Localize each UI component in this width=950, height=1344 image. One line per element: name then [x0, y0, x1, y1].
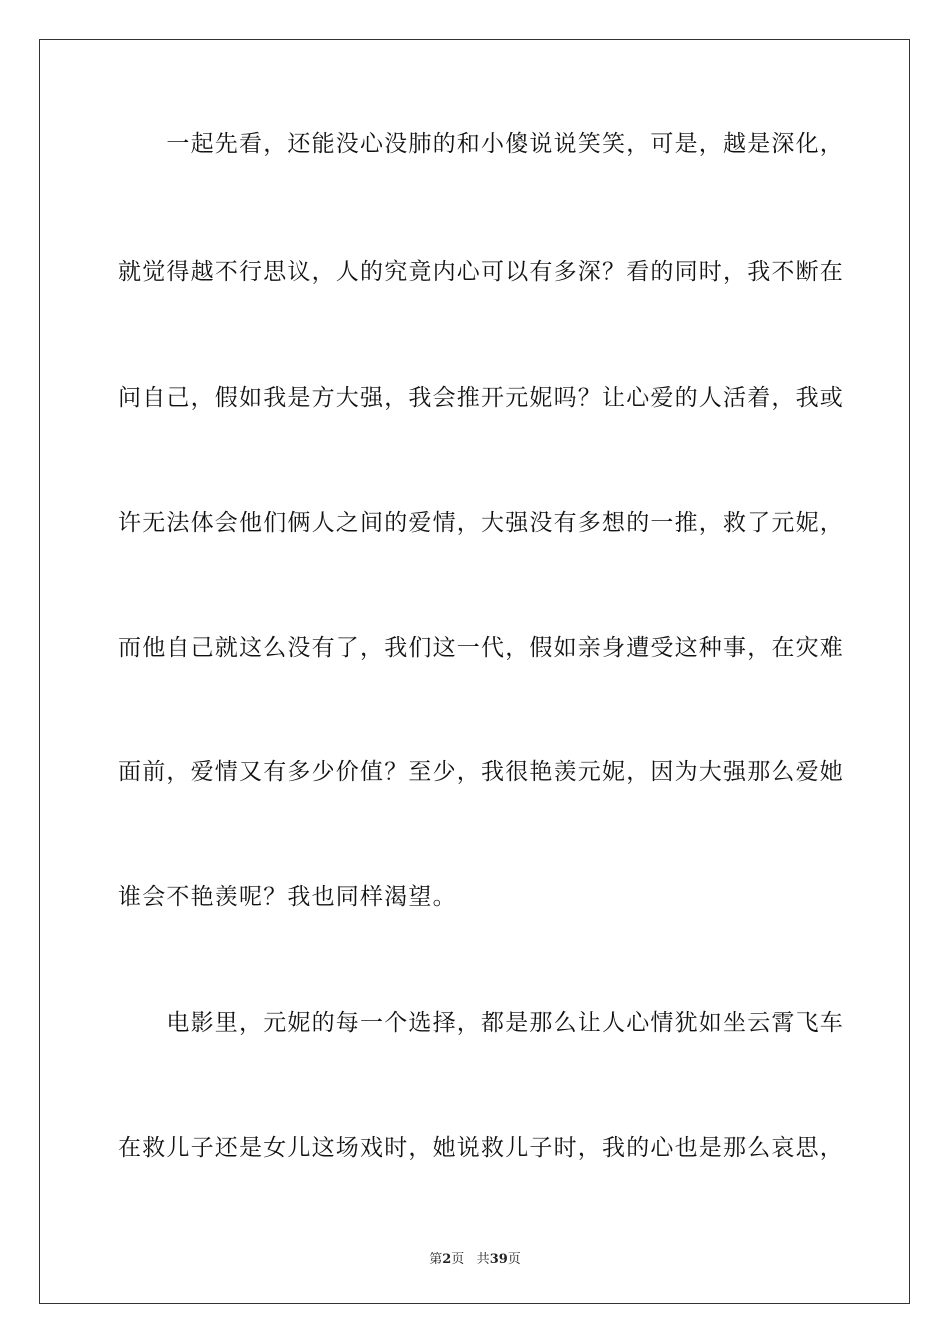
- body-text-line: 一起先看，还能没心没肺的和小傻说说笑笑，可是，越是深化，: [118, 131, 844, 157]
- body-text-line: 就觉得越不行思议，人的究竟内心可以有多深？看的同时，我不断在: [118, 259, 844, 285]
- total-pages-suffix: 页: [507, 1252, 521, 1267]
- body-text-line: 许无法体会他们俩人之间的爱情，大强没有多想的一推，救了元妮，: [118, 510, 844, 536]
- total-pages-prefix: 共: [476, 1252, 490, 1267]
- body-text-line: 电影里，元妮的每一个选择，都是那么让人心情犹如坐云霄飞车: [118, 1010, 844, 1036]
- body-text-line: 谁会不艳羡呢？我也同样渴望。: [118, 884, 457, 910]
- page-number-prefix: 第: [429, 1252, 443, 1267]
- page-border: [39, 39, 910, 1304]
- body-text-line: 问自己，假如我是方大强，我会推开元妮吗？让心爱的人活着，我或: [118, 385, 844, 411]
- body-text-line: 在救儿子还是女儿这场戏时，她说救儿子时，我的心也是那么哀思，: [118, 1135, 844, 1161]
- page-number-suffix: 页: [451, 1252, 465, 1267]
- page-footer: [0, 1248, 950, 1267]
- total-pages: 39: [489, 1252, 508, 1267]
- body-text-line: 而他自己就这么没有了，我们这一代，假如亲身遭受这种事，在灾难: [118, 635, 844, 661]
- body-text-line: 面前，爱情又有多少价值？至少，我很艳羡元妮，因为大强那么爱她: [118, 759, 844, 785]
- page-number: 2: [442, 1252, 452, 1267]
